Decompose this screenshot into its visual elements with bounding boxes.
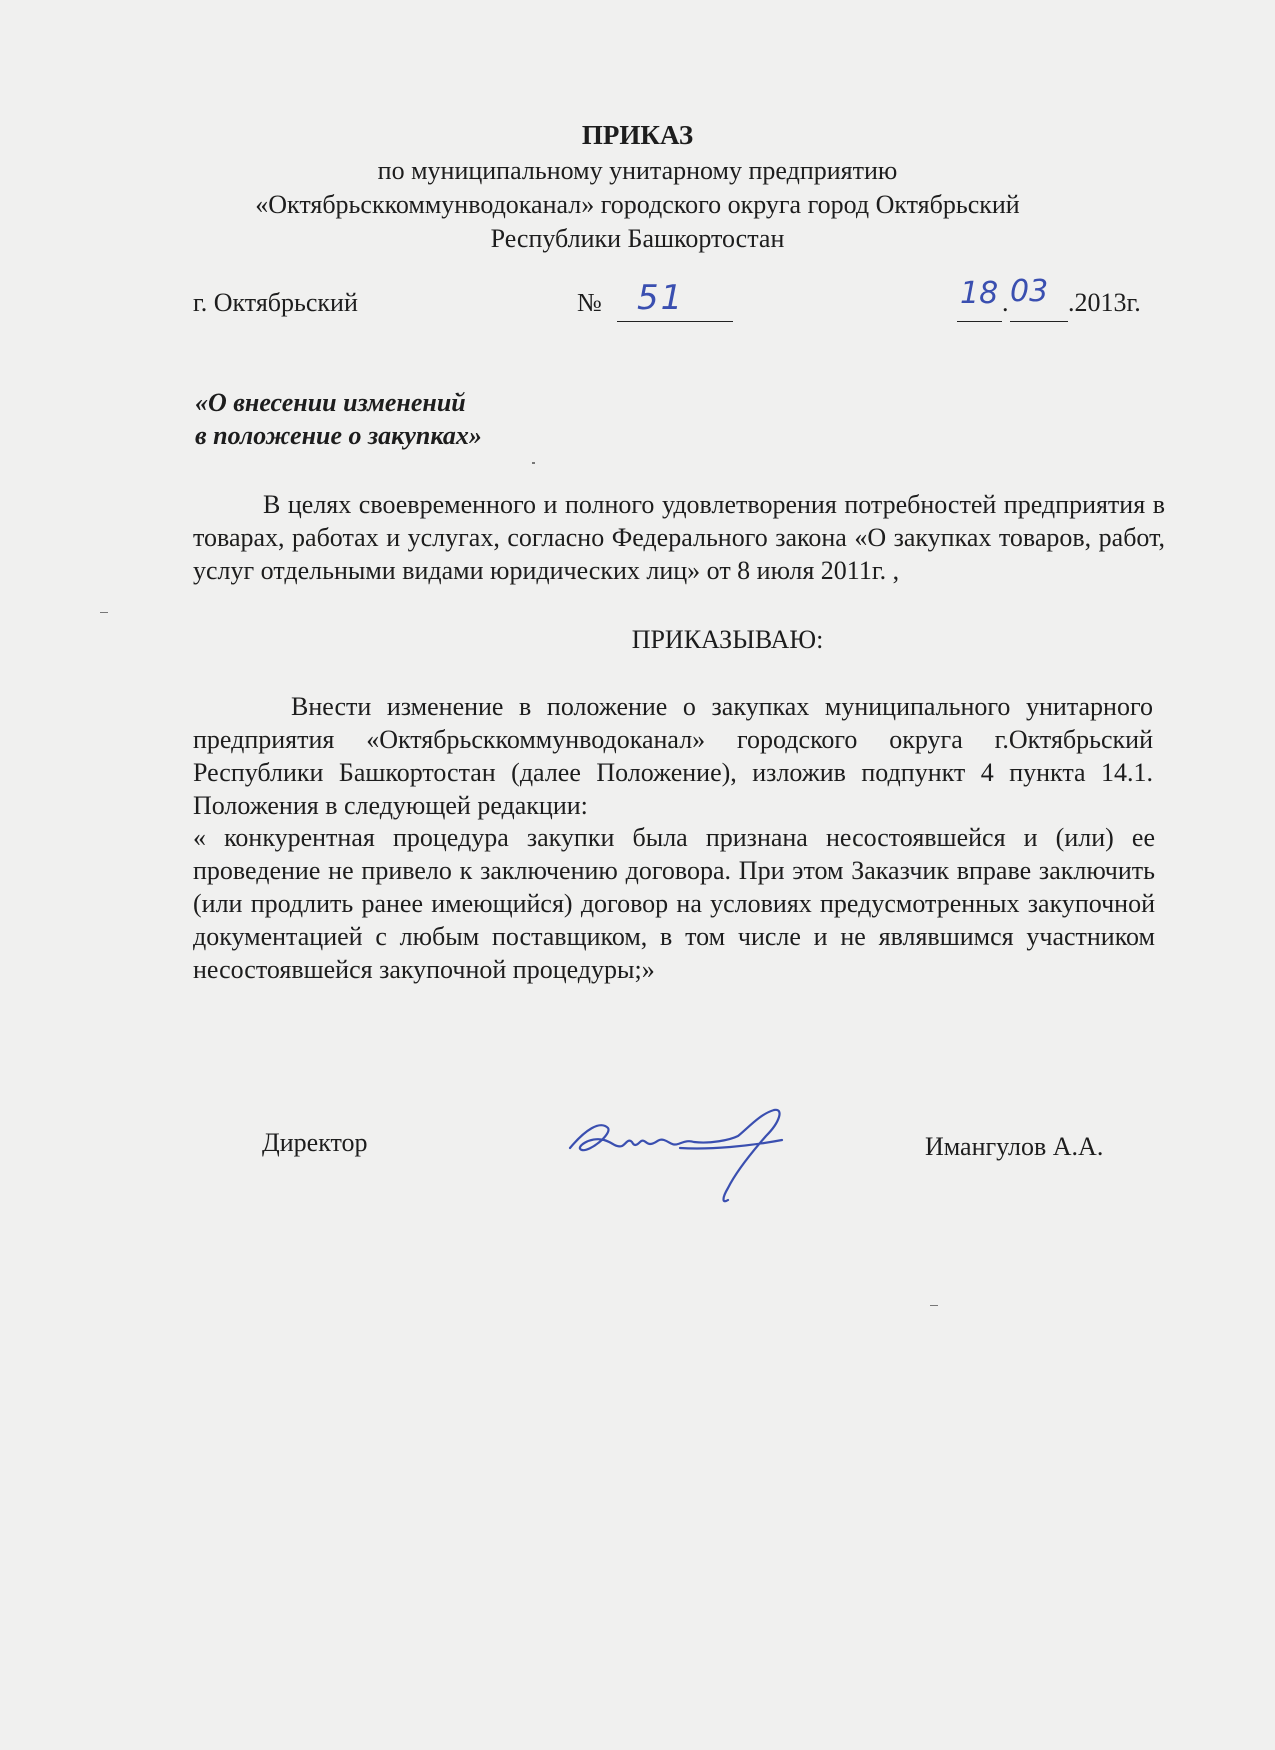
- scan-mark: [532, 462, 535, 464]
- date-day-underline: [957, 321, 1002, 322]
- quoted-amendment-paragraph: « конкурентная процедура закупки была признана несостоявшейся и (или) ее проведение не привело к заключению договора. При этом Заказчик вправе заключить (или продлить ранее имеющийся) договор на условиях предусмотренных закупочной документацией с любым поставщиком, в том числе и не являвшимся участником несостоявшейся закупочной процедуры;»: [193, 823, 1155, 984]
- scan-mark: [930, 1305, 938, 1306]
- subject-line-1: «О внесении изменений: [195, 388, 466, 417]
- date-month-underline: [1010, 321, 1068, 322]
- signatory-name: Имангулов А.А.: [925, 1132, 1104, 1161]
- order-directive-word: ПРИКАЗЫВАЮ:: [631, 625, 824, 654]
- order-subject: [195, 386, 482, 452]
- city-label: г. Октябрьский: [193, 288, 358, 317]
- amendment-paragraph: Внести изменение в положение о закупках муниципального унитарного предприятия «Октябрьсккоммунводоканал» городского округа г.Октябрьский Республики Башкортостан (далее Положение), изложив подпункт 4 пункта 14.1. Положения в следующей редакции:: [193, 692, 1153, 820]
- order-number-handwritten: 51: [637, 278, 685, 318]
- scan-mark: [100, 612, 108, 613]
- date-year: .2013г.: [1068, 288, 1141, 317]
- document-title: ПРИКАЗ: [581, 120, 694, 150]
- header-line-3: Республики Башкортостан: [490, 224, 785, 253]
- preamble-paragraph: В целях своевременного и полного удовлетворения потребностей предприятия в товарах, работах и услугах, согласно Федерального закона «О закупках товаров, работ, услуг отдельными видами юридических лиц» от 8 июля 2011г. ,: [193, 490, 1165, 585]
- subject-line-2: в положение о закупках»: [195, 421, 482, 450]
- date-separator: .: [1002, 288, 1009, 317]
- date-day-handwritten: 18: [960, 276, 999, 311]
- signatory-position: Директор: [262, 1128, 368, 1157]
- header-line-2: «Октябрьсккоммунводоканал» городского округа город Октябрьский: [255, 190, 1020, 219]
- number-underline: [617, 321, 733, 322]
- number-label: №: [577, 288, 602, 317]
- date-month-handwritten: 03: [1010, 274, 1049, 309]
- header-line-1: по муниципальному унитарному предприятию: [377, 156, 898, 185]
- handwritten-signature: [560, 1100, 830, 1210]
